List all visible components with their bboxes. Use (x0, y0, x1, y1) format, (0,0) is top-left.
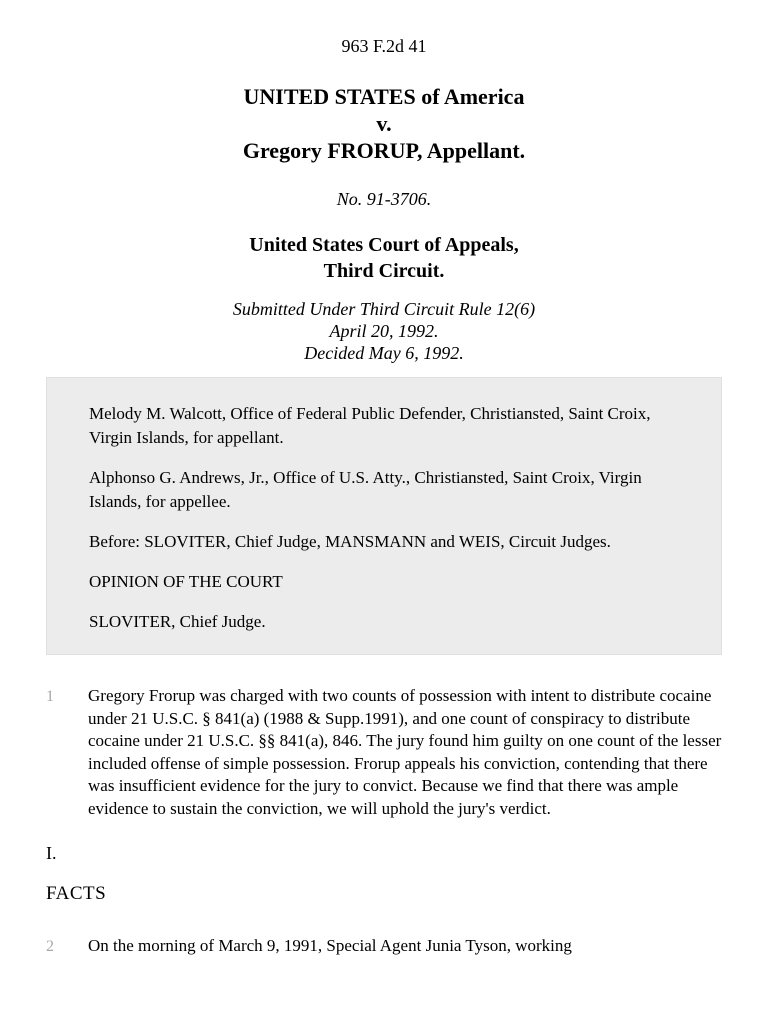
opinion-paragraph-2 (46, 935, 722, 958)
case-citation: 963 F.2d 41 (341, 36, 427, 56)
paragraph-number: 1 (46, 688, 54, 705)
paragraph-number: 2 (46, 938, 54, 955)
opinion-of-the-court-label: OPINION OF THE COURT (89, 572, 283, 591)
case-title-versus: v. (376, 111, 392, 136)
case-title (46, 83, 722, 164)
case-title-party-2: Gregory FRORUP, Appellant. (242, 138, 526, 163)
opinion-paragraph-1 (46, 685, 722, 820)
section-heading-facts: FACTS (46, 883, 107, 904)
case-title-party-1: UNITED STATES of America (243, 84, 525, 109)
case-header (46, 0, 722, 364)
case-dates (46, 298, 722, 364)
court-name-line-1: United States Court of Appeals, (249, 234, 519, 256)
docket-number: No. 91-3706. (336, 189, 432, 209)
paragraph-text: Gregory Frorup was charged with two counts of possession with intent to distribute cocaine under 21 U.S.C. § 841(a) (1988 & Supp.1991), and one count of conspiracy to distribute cocaine under 21 U.S.C. §§ 841(a), 846. The jury found him guilty on one count of the lesser included offense of simple possession. Frorup appeals his conviction, contending that there was insufficient evidence for the jury to convict. Because we find that there was ample evidence to sustain the conviction, we will uphold the jury's verdict. (88, 686, 722, 818)
section-number: I. (46, 843, 57, 863)
panel-judges: Before: SLOVITER, Chief Judge, MANSMANN and WEIS, Circuit Judges. (89, 532, 611, 551)
counsel-box (46, 377, 722, 655)
submitted-rule-line: Submitted Under Third Circuit Rule 12(6) (232, 299, 536, 319)
counsel-appellant: Melody M. Walcott, Office of Federal Public Defender, Christiansted, Saint Croix, Virgin Islands, for appellant. (89, 404, 651, 447)
court-name (46, 232, 722, 284)
opinion-body (46, 685, 722, 958)
submitted-date: April 20, 1992. (329, 321, 439, 341)
court-name-line-2: Third Circuit. (323, 260, 445, 282)
paragraph-text: On the morning of March 9, 1991, Special Agent Junia Tyson, working (88, 936, 572, 955)
decided-date: Decided May 6, 1992. (304, 343, 464, 363)
counsel-appellee: Alphonso G. Andrews, Jr., Office of U.S. Atty., Christiansted, Saint Croix, Virgin Islands, for appellee. (89, 468, 642, 511)
authoring-judge: SLOVITER, Chief Judge. (89, 612, 266, 631)
